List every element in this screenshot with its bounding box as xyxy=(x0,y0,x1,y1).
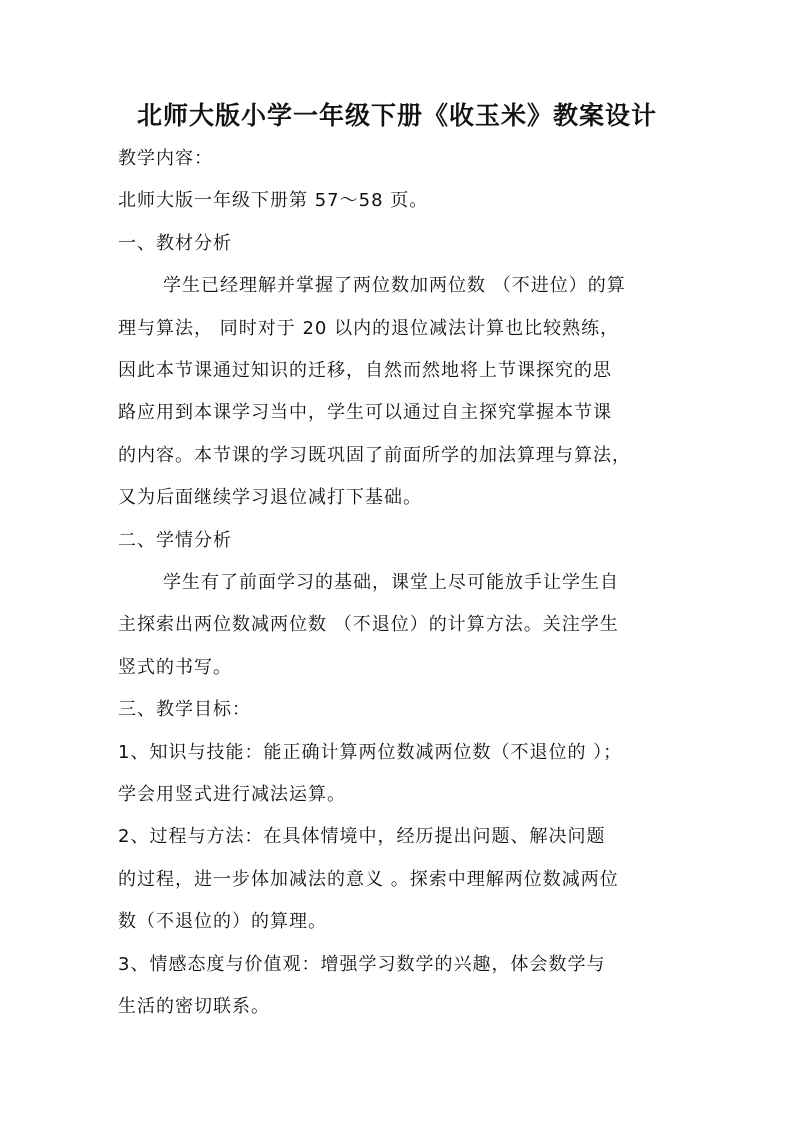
paragraph-line: 学会用竖式进行减法运算。 xyxy=(118,784,346,805)
paragraph-line: 数（不退位的）的算理。 xyxy=(118,911,327,932)
paragraph-line: 因此本节课通过知识的迁移，自然而然地将上节课探究的思 xyxy=(118,360,612,381)
paragraph-line: 的内容。本节课的学习既巩固了前面所学的加法算理与算法， xyxy=(118,445,631,466)
document-title: 北师大版小学一年级下册《收玉米》教案设计 xyxy=(136,101,657,130)
paragraph-line: 理与算法， 同时对于 20 以内的退位减法计算也比较熟练， xyxy=(118,318,620,339)
paragraph-line: 竖式的书写。 xyxy=(118,657,232,678)
paragraph-line: 主探索出两位数减两位数 （不退位）的计算方法。关注学生 xyxy=(118,614,619,635)
paragraph-line: 的过程，进一步体加减法的意义 。探索中理解两位数减两位 xyxy=(118,869,619,890)
section-heading-learner-analysis: 二、学情分析 xyxy=(118,530,232,551)
paragraph-line: 路应用到本课学习当中，学生可以通过自主探究掌握本节课 xyxy=(118,402,612,423)
section-heading-textbook-analysis: 一、教材分析 xyxy=(118,233,232,254)
paragraph-line: 生活的密切联系。 xyxy=(118,996,270,1017)
goal-item-1: 1、知识与技能：能正确计算两位数减两位数（不退位的 ）； xyxy=(118,742,623,763)
paragraph-line: 北师大版一年级下册第 57～58 页。 xyxy=(118,190,429,211)
section-heading-teaching-goals: 三、教学目标： xyxy=(118,699,251,720)
paragraph-line: 又为后面继续学习退位减打下基础。 xyxy=(118,487,422,508)
goal-item-2: 2、过程与方法：在具体情境中，经历提出问题、解决问题 xyxy=(118,826,606,847)
goal-item-3: 3、情感态度与价值观：增强学习数学的兴趣，体会数学与 xyxy=(118,954,606,975)
paragraph-line: 学生有了前面学习的基础，课堂上尽可能放手让学生自 xyxy=(163,572,619,593)
section-heading-teaching-content: 教学内容： xyxy=(118,148,213,169)
paragraph-line: 学生已经理解并掌握了两位数加两位数 （不进位）的算 xyxy=(163,275,626,296)
